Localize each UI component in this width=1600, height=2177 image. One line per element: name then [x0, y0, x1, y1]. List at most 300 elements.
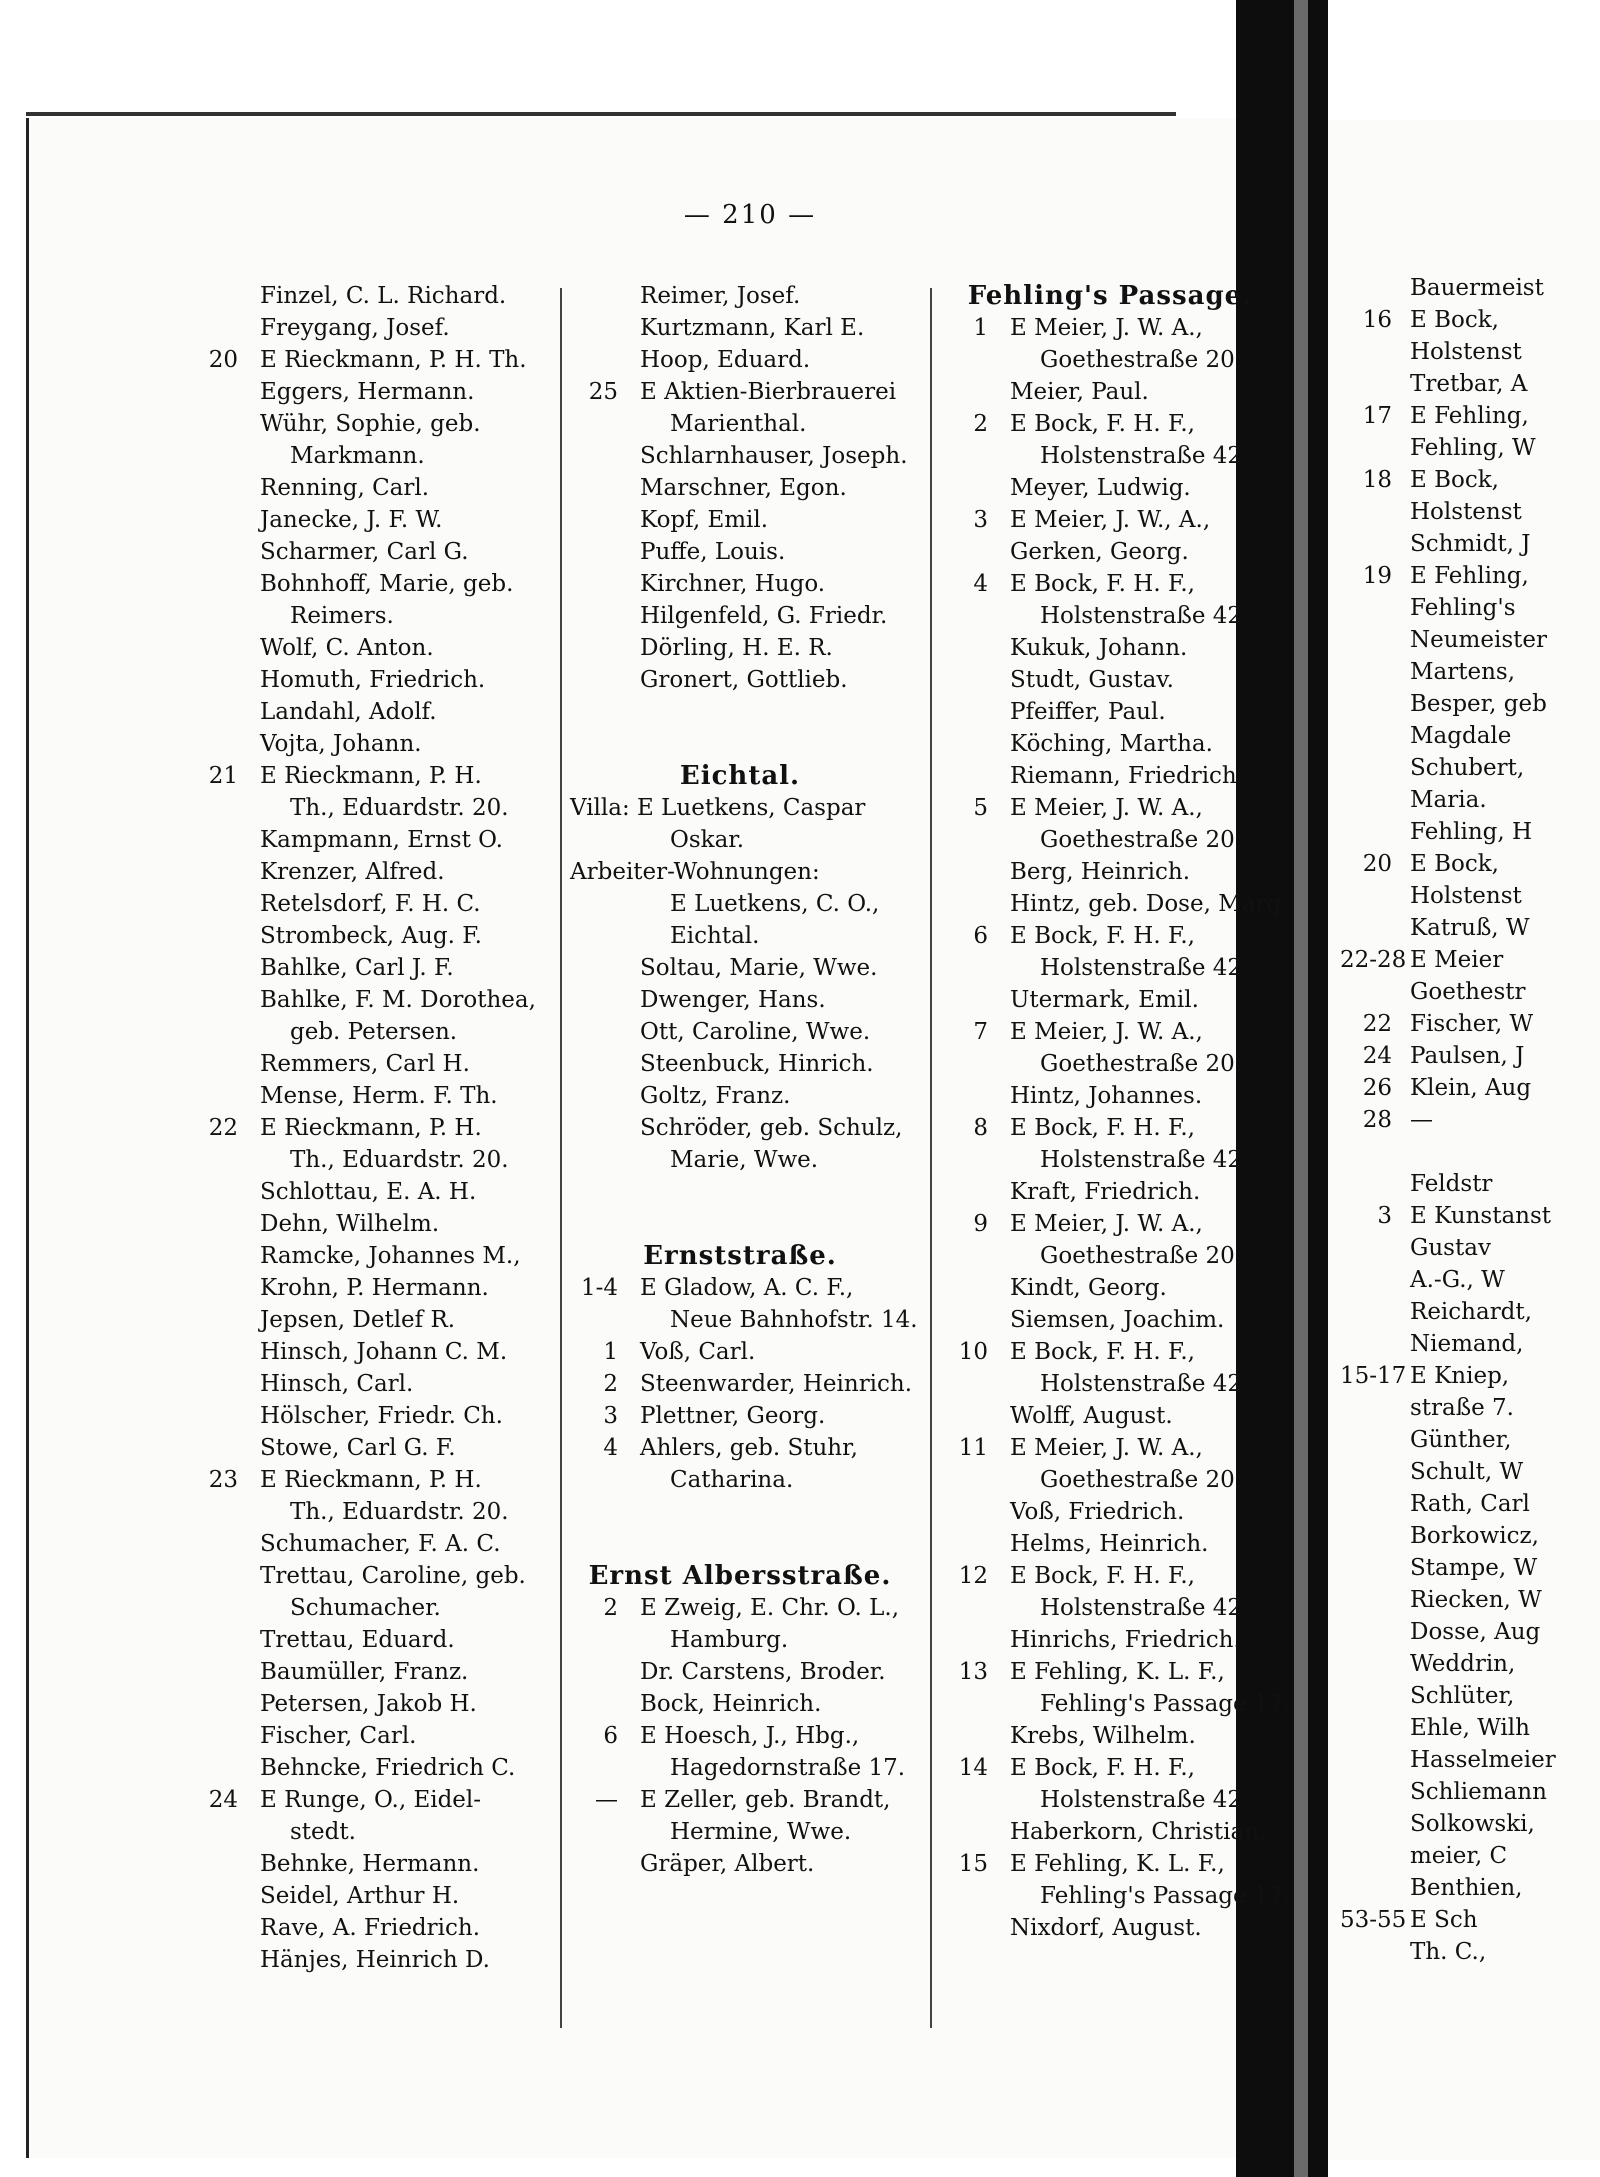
- entry-text: Goethestraße 20.: [1040, 1243, 1243, 1269]
- directory-entry: [940, 696, 1280, 728]
- entry-text: Mense, Herm. F. Th.: [260, 1083, 498, 1109]
- entry-text: Th., Eduardstr. 20.: [290, 1147, 509, 1173]
- directory-entry: [570, 536, 910, 568]
- house-number: 13: [958, 1659, 988, 1685]
- house-number: 4: [603, 1435, 618, 1461]
- directory-entry: [190, 1048, 530, 1080]
- entry-text: Hintz, Johannes.: [1010, 1083, 1203, 1109]
- entry-text: Goethestraße 20.: [1040, 1467, 1243, 1493]
- directory-entry: [190, 952, 530, 984]
- directory-entry: [570, 1272, 910, 1304]
- entry-text: Bahlke, F. M. Dorothea,: [260, 987, 536, 1013]
- right-page-entry: [1340, 848, 1600, 880]
- entry-text: Holstenst: [1410, 883, 1522, 909]
- directory-entry: [190, 632, 530, 664]
- right-page-entry: [1340, 1904, 1600, 1936]
- directory-entry: [940, 312, 1280, 344]
- right-page-entry: [1340, 976, 1600, 1008]
- entry-text: E Hoesch, J., Hbg.,: [640, 1723, 860, 1749]
- entry-text: Holstenstraße 42.: [1040, 1787, 1250, 1813]
- entry-text: Oskar.: [670, 827, 745, 853]
- right-page-entry: [1340, 528, 1600, 560]
- entry-text: Kirchner, Hugo.: [640, 571, 826, 597]
- directory-entry: [940, 1848, 1280, 1880]
- house-number: 15-17: [1340, 1363, 1407, 1389]
- entry-text: Plettner, Georg.: [640, 1403, 826, 1429]
- entry-text: Riemann, Friedrich.: [1010, 763, 1245, 789]
- entry-text: Benthien,: [1410, 1875, 1523, 1901]
- house-number: 1: [973, 315, 988, 341]
- entry-text: Kurtzmann, Karl E.: [640, 315, 865, 341]
- house-number: 21: [208, 763, 238, 789]
- entry-text: E Bock, F. H. F.,: [1010, 1339, 1195, 1365]
- entry-text: E Meier, J. W. A.,: [1010, 315, 1203, 341]
- directory-entry: [190, 1176, 530, 1208]
- street-heading: [570, 760, 910, 792]
- right-page-entry: [1340, 1616, 1600, 1648]
- directory-entry: [190, 1752, 530, 1784]
- directory-entry: [570, 1368, 913, 1400]
- entry-text: Klein, Aug: [1410, 1075, 1532, 1101]
- entry-text: E Fehling,: [1410, 563, 1529, 589]
- entry-text: Borkowicz,: [1410, 1523, 1539, 1549]
- directory-entry: [570, 1304, 918, 1336]
- entry-text: Helms, Heinrich.: [1010, 1531, 1209, 1557]
- entry-text: E Bock, F. H. F.,: [1010, 571, 1195, 597]
- directory-entry: [940, 1688, 1291, 1720]
- entry-text: Trettau, Caroline, geb.: [260, 1563, 526, 1589]
- directory-entry: [190, 1432, 530, 1464]
- right-page-entry: [1340, 1264, 1600, 1296]
- right-page-entry: [1340, 656, 1600, 688]
- directory-entry: [190, 1592, 530, 1624]
- directory-entry: [570, 344, 910, 376]
- street-heading-text: Ernst Albersstraße.: [588, 1561, 892, 1591]
- entry-text: Fehling's Passage 17.: [1040, 1691, 1291, 1717]
- directory-entry: [190, 536, 530, 568]
- directory-entry: [570, 1752, 910, 1784]
- directory-entry: [190, 1304, 530, 1336]
- directory-entry: [940, 1432, 1280, 1464]
- directory-entry: [190, 1336, 530, 1368]
- entry-text: Arbeiter-Wohnungen:: [570, 859, 820, 885]
- house-number: 25: [588, 379, 618, 405]
- directory-entry: [570, 824, 910, 856]
- book-gutter-highlight: [1294, 0, 1308, 2177]
- directory-entry: [190, 1688, 530, 1720]
- directory-entry: [190, 1816, 530, 1848]
- directory-entry: [190, 600, 530, 632]
- right-page-entry: [1340, 368, 1600, 400]
- right-page-entry: [1340, 304, 1600, 336]
- column-2: [570, 280, 918, 1880]
- blank-line: [570, 1528, 910, 1560]
- right-page-entry: [1340, 1424, 1600, 1456]
- house-number: 3: [1377, 1203, 1392, 1229]
- entry-text: Kindt, Georg.: [1010, 1275, 1167, 1301]
- entry-text: Hagedornstraße 17.: [670, 1755, 906, 1781]
- directory-entry: [570, 504, 910, 536]
- entry-text: Markmann.: [290, 443, 425, 469]
- entry-text: Petersen, Jakob H.: [260, 1691, 477, 1717]
- entry-text: Th., Eduardstr. 20.: [290, 1499, 509, 1525]
- entry-text: Schliemann: [1410, 1779, 1547, 1805]
- entry-text: Hinrichs, Friedrich.: [1010, 1627, 1241, 1653]
- entry-text: Goltz, Franz.: [640, 1083, 791, 1109]
- right-page-entry: [1340, 1072, 1600, 1104]
- right-page-entry: [1340, 1680, 1600, 1712]
- directory-entry: [570, 1624, 910, 1656]
- entry-text: Voß, Carl.: [640, 1339, 756, 1365]
- directory-entry: [190, 1112, 530, 1144]
- directory-entry: [190, 696, 530, 728]
- entry-text: Rave, A. Friedrich.: [260, 1915, 481, 1941]
- right-page-entry: [1340, 464, 1600, 496]
- entry-text: Reimer, Josef.: [640, 283, 801, 309]
- directory-entry: [570, 1464, 910, 1496]
- house-number: 20: [208, 347, 238, 373]
- directory-entry: [940, 952, 1280, 984]
- directory-entry: [940, 1784, 1280, 1816]
- right-page-entry: [1340, 688, 1600, 720]
- entry-text: Fischer, Carl.: [260, 1723, 417, 1749]
- house-number: 23: [208, 1467, 238, 1493]
- directory-entry: [570, 1592, 910, 1624]
- directory-entry: [940, 1752, 1280, 1784]
- house-number: 53-55: [1340, 1907, 1407, 1933]
- directory-entry: [570, 1848, 910, 1880]
- entry-text: Eggers, Hermann.: [260, 379, 475, 405]
- entry-text: Vojta, Johann.: [260, 731, 422, 757]
- entry-text: Dehn, Wilhelm.: [260, 1211, 440, 1237]
- right-page-column: [1340, 272, 1600, 1968]
- directory-entry: [940, 1336, 1280, 1368]
- right-page-entry: [1340, 1456, 1600, 1488]
- entry-text: Bock, Heinrich.: [640, 1691, 822, 1717]
- directory-entry: [570, 1784, 910, 1816]
- entry-text: Goethestr: [1410, 979, 1526, 1005]
- directory-entry: [940, 792, 1280, 824]
- directory-entry: [190, 472, 530, 504]
- entry-text: Fehling, H: [1410, 819, 1533, 845]
- right-page-entry: [1340, 1104, 1600, 1136]
- entry-text: meier, C: [1410, 1843, 1508, 1869]
- directory-entry: [940, 1592, 1280, 1624]
- house-number: 17: [1362, 403, 1392, 429]
- entry-text: Neue Bahnhofstr. 14.: [670, 1307, 918, 1333]
- entry-text: stedt.: [290, 1819, 356, 1845]
- right-page-entry: [1340, 496, 1600, 528]
- entry-text: Pfeiffer, Paul.: [1010, 699, 1166, 725]
- entry-text: Wolff, August.: [1010, 1403, 1173, 1429]
- entry-text: E Zeller, geb. Brandt,: [640, 1787, 891, 1813]
- right-page-entry: [1340, 1392, 1600, 1424]
- right-page-entry: [1340, 1328, 1600, 1360]
- house-number: 26: [1362, 1075, 1392, 1101]
- directory-entry: [940, 888, 1289, 920]
- house-number: 6: [973, 923, 988, 949]
- house-number: 28: [1362, 1107, 1392, 1133]
- directory-entry: [940, 1112, 1280, 1144]
- entry-text: Solkowski,: [1410, 1811, 1535, 1837]
- house-number: 2: [973, 411, 988, 437]
- entry-text: Bahlke, Carl J. F.: [260, 955, 454, 981]
- directory-entry: [940, 1816, 1280, 1848]
- house-number: 2: [603, 1595, 618, 1621]
- entry-text: Marschner, Egon.: [640, 475, 847, 501]
- directory-entry: [190, 888, 530, 920]
- right-page-entry: [1340, 752, 1600, 784]
- directory-entry: [940, 1240, 1280, 1272]
- directory-entry: [190, 1208, 530, 1240]
- right-page-entry: [1340, 1840, 1600, 1872]
- entry-text: E Kunstanst: [1410, 1203, 1552, 1229]
- directory-entry: [190, 1016, 530, 1048]
- right-page-entry: [1340, 336, 1600, 368]
- entry-text: E Meier, J. W. A.,: [1010, 1019, 1203, 1045]
- entry-text: Jepsen, Detlef R.: [260, 1307, 456, 1333]
- entry-text: Goethestraße 20.: [1040, 347, 1243, 373]
- directory-entry: [570, 920, 910, 952]
- entry-text: Freygang, Josef.: [260, 315, 450, 341]
- entry-text: Puffe, Louis.: [640, 539, 786, 565]
- directory-entry: [190, 312, 530, 344]
- entry-text: Marie, Wwe.: [670, 1147, 819, 1173]
- entry-text: Krebs, Wilhelm.: [1010, 1723, 1196, 1749]
- directory-entry: [190, 984, 536, 1016]
- directory-entry: [190, 504, 530, 536]
- entry-text: Siemsen, Joachim.: [1010, 1307, 1225, 1333]
- right-page-entry: [1340, 1200, 1600, 1232]
- right-page-entry: [1340, 1808, 1600, 1840]
- entry-text: Trettau, Eduard.: [260, 1627, 455, 1653]
- house-number: 7: [973, 1019, 988, 1045]
- entry-text: E Sch: [1410, 1907, 1478, 1933]
- entry-text: Paulsen, J: [1410, 1043, 1525, 1069]
- house-number: 15: [958, 1851, 988, 1877]
- entry-text: E Meier: [1410, 947, 1504, 973]
- house-number: 18: [1362, 467, 1392, 493]
- right-page-entry: [1340, 720, 1600, 752]
- right-page: [1328, 120, 1600, 2160]
- directory-entry: [570, 888, 910, 920]
- house-number: 12: [958, 1563, 988, 1589]
- entry-text: Strombeck, Aug. F.: [260, 923, 482, 949]
- entry-text: Studt, Gustav.: [1010, 667, 1174, 693]
- right-page-entry: [1340, 1488, 1600, 1520]
- right-page-entry: [1340, 912, 1600, 944]
- entry-text: Ahlers, geb. Stuhr,: [640, 1435, 858, 1461]
- house-number: 5: [973, 795, 988, 821]
- entry-text: Ehle, Wilh: [1410, 1715, 1530, 1741]
- entry-text: Krohn, P. Hermann.: [260, 1275, 489, 1301]
- house-number: 24: [208, 1787, 238, 1813]
- entry-text: Haberkorn, Christian.: [1010, 1819, 1267, 1845]
- entry-text: Bohnhoff, Marie, geb.: [260, 571, 514, 597]
- directory-entry: [570, 1080, 910, 1112]
- entry-text: Maria.: [1410, 787, 1487, 813]
- directory-entry: [940, 600, 1280, 632]
- entry-text: Finzel, C. L. Richard.: [260, 283, 507, 309]
- entry-text: Holstenstraße 42.: [1040, 1595, 1250, 1621]
- house-number: 1: [603, 1339, 618, 1365]
- entry-text: Gerken, Georg.: [1010, 539, 1189, 565]
- entry-text: Steenwarder, Heinrich.: [640, 1371, 913, 1397]
- entry-text: Th. C.,: [1410, 1939, 1487, 1965]
- entry-text: Schlarnhauser, Joseph.: [640, 443, 908, 469]
- page-number: — 210 —: [683, 200, 817, 230]
- directory-entry: [940, 1016, 1280, 1048]
- entry-text: Weddrin,: [1410, 1651, 1516, 1677]
- entry-text: Holstenstraße 42.: [1040, 443, 1250, 469]
- directory-entry: [570, 472, 910, 504]
- entry-text: E Bock,: [1410, 851, 1499, 877]
- right-page-entry: [1340, 816, 1600, 848]
- directory-entry: [190, 1560, 530, 1592]
- directory-entry: [940, 1624, 1280, 1656]
- house-number: 24: [1362, 1043, 1392, 1069]
- blank-line: [570, 1496, 910, 1528]
- entry-text: E Meier, J. W. A.,: [1010, 795, 1203, 821]
- entry-text: E Bock,: [1410, 307, 1499, 333]
- directory-entry: [190, 1464, 530, 1496]
- right-page-entry: [1340, 1584, 1600, 1616]
- directory-entry: [570, 1048, 910, 1080]
- entry-text: Hoop, Eduard.: [640, 347, 811, 373]
- directory-entry: [570, 440, 910, 472]
- right-page-entry: [1340, 944, 1600, 976]
- entry-text: Hinsch, Carl.: [260, 1371, 414, 1397]
- right-page-entry: [1340, 1040, 1600, 1072]
- entry-text: Voß, Friedrich.: [1010, 1499, 1185, 1525]
- entry-text: Baumüller, Franz.: [260, 1659, 469, 1685]
- directory-entry: [190, 1880, 530, 1912]
- right-page-entry: [1340, 1232, 1600, 1264]
- entry-text: E Kniep,: [1410, 1363, 1510, 1389]
- entry-text: Holstenstraße 42.: [1040, 603, 1250, 629]
- blank-line: [570, 728, 910, 760]
- entry-text: E Rieckmann, P. H.: [260, 763, 482, 789]
- house-number: 3: [973, 507, 988, 533]
- directory-entry: [940, 728, 1280, 760]
- directory-entry: [940, 1080, 1280, 1112]
- directory-entry: [940, 1880, 1291, 1912]
- entry-text: Behncke, Friedrich C.: [260, 1755, 516, 1781]
- house-number: 16: [1362, 307, 1392, 333]
- entry-text: Soltau, Marie, Wwe.: [640, 955, 878, 981]
- directory-entry: [940, 440, 1280, 472]
- house-number: 4: [973, 571, 988, 597]
- entry-text: Hamburg.: [670, 1627, 789, 1653]
- directory-entry: [940, 984, 1280, 1016]
- entry-text: Meier, Paul.: [1010, 379, 1149, 405]
- column-divider: [560, 288, 562, 2028]
- entry-text: Krenzer, Alfred.: [260, 859, 445, 885]
- directory-entry: [570, 856, 910, 888]
- entry-text: Schröder, geb. Schulz,: [640, 1115, 903, 1141]
- directory-entry: [190, 376, 530, 408]
- house-number: 22-28: [1340, 947, 1407, 973]
- directory-entry: [940, 1176, 1280, 1208]
- blank-line: [570, 1208, 910, 1240]
- directory-entry: [190, 792, 530, 824]
- entry-text: Behnke, Hermann.: [260, 1851, 480, 1877]
- entry-text: Kukuk, Johann.: [1010, 635, 1188, 661]
- blank-line: [570, 696, 910, 728]
- directory-entry: [570, 1336, 910, 1368]
- directory-entry: [940, 1272, 1280, 1304]
- entry-text: Goethestraße 20.: [1040, 827, 1243, 853]
- entry-text: Berg, Heinrich.: [1010, 859, 1191, 885]
- right-page-entry: [1340, 272, 1600, 304]
- directory-entry: [940, 1656, 1280, 1688]
- entry-text: Holstenstraße 42.: [1040, 1371, 1250, 1397]
- directory-entry: [190, 1400, 530, 1432]
- entry-text: Fehling, W: [1410, 435, 1536, 461]
- entry-text: Fehling's Passage 17.: [1040, 1883, 1291, 1909]
- entry-text: E Aktien-Bierbrauerei: [640, 379, 897, 405]
- entry-text: E Rieckmann, P. H.: [260, 1467, 482, 1493]
- house-number: 19: [1362, 563, 1392, 589]
- directory-entry: [940, 824, 1280, 856]
- directory-entry: [190, 1272, 530, 1304]
- entry-text: E Meier, J. W. A.,: [1010, 1435, 1203, 1461]
- entry-text: E Meier, J. W. A.,: [1010, 1211, 1203, 1237]
- entry-text: Reimers.: [290, 603, 394, 629]
- directory-entry: [190, 920, 530, 952]
- directory-entry: [190, 408, 530, 440]
- directory-entry: [570, 1432, 910, 1464]
- entry-text: Riecken, W: [1410, 1587, 1542, 1613]
- house-number: 2: [603, 1371, 618, 1397]
- entry-text: E Bock, F. H. F.,: [1010, 1755, 1195, 1781]
- entry-text: Landahl, Adolf.: [260, 699, 437, 725]
- entry-text: Holstenst: [1410, 339, 1522, 365]
- street-heading-text: Eichtal.: [679, 761, 801, 791]
- right-page-entry: [1340, 1008, 1600, 1040]
- directory-entry: [190, 728, 530, 760]
- directory-entry: [570, 1400, 910, 1432]
- page-edge: [26, 112, 1176, 116]
- entry-text: Ott, Caroline, Wwe.: [640, 1019, 871, 1045]
- directory-entry: [190, 1528, 530, 1560]
- entry-text: Kraft, Friedrich.: [1010, 1179, 1201, 1205]
- house-number: 20: [1362, 851, 1392, 877]
- directory-entry: [940, 344, 1280, 376]
- right-page-entry: [1340, 1872, 1600, 1904]
- directory-entry: [940, 664, 1280, 696]
- directory-entry: [570, 1016, 910, 1048]
- entry-text: Katruß, W: [1410, 915, 1530, 941]
- directory-entry: [190, 344, 530, 376]
- right-page-entry: [1340, 400, 1600, 432]
- entry-text: Feldstr: [1410, 1171, 1493, 1197]
- entry-text: A.-G., W: [1410, 1267, 1505, 1293]
- entry-text: Martens,: [1410, 659, 1516, 685]
- directory-entry: [940, 760, 1280, 792]
- directory-entry: [190, 1848, 530, 1880]
- street-heading: [940, 280, 1280, 312]
- directory-entry: [190, 1912, 530, 1944]
- entry-text: Schlottau, E. A. H.: [260, 1179, 477, 1205]
- entry-text: Tretbar, A: [1410, 371, 1528, 397]
- directory-entry: [190, 1944, 530, 1976]
- directory-entry: [570, 1720, 910, 1752]
- directory-entry: [570, 280, 910, 312]
- entry-text: Gräper, Albert.: [640, 1851, 815, 1877]
- entry-text: Hasselmeier: [1410, 1747, 1556, 1773]
- entry-text: straße 7.: [1410, 1395, 1514, 1421]
